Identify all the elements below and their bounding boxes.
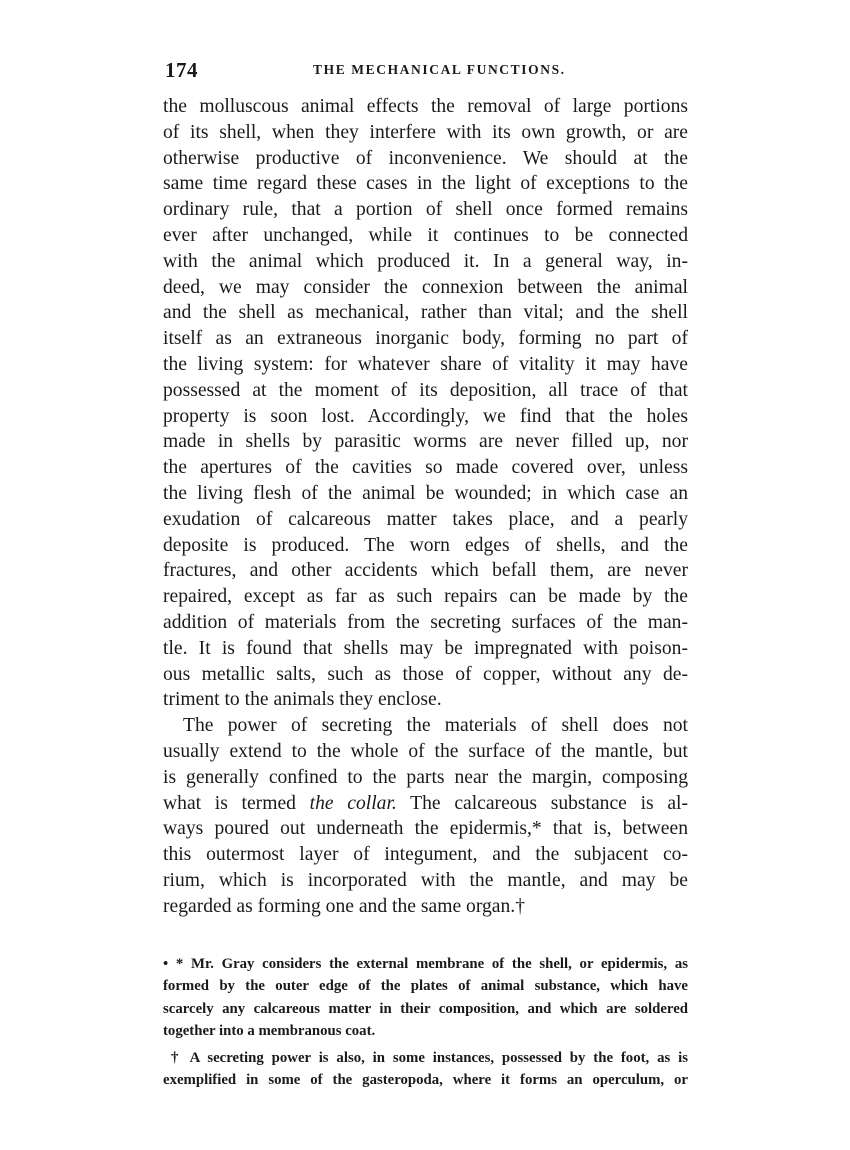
running-title: THE MECHANICAL FUNCTIONS.: [313, 62, 566, 77]
text-line: and the shell as mechanical, rather than vital; and the shell: [163, 302, 688, 324]
text-line: possessed at the moment of its deposition, all trace of that: [163, 379, 688, 401]
footnote-line: scarcely any calcareous matter in their composition, and which are soldered: [163, 1000, 688, 1017]
footnote-2: [163, 1047, 688, 1092]
text-line-with-italic: [163, 791, 688, 817]
footnote-line: together into a membranous coat.: [163, 1022, 376, 1039]
text-line: ever after unchanged, while it continues to be connected: [163, 224, 688, 246]
text-line: The power of secreting the materials of shell does not: [183, 715, 688, 737]
text-line: the living flesh of the animal be wounded; in which case an: [163, 482, 688, 504]
text-line: itself as an extraneous inorganic body, forming no part of: [163, 328, 688, 350]
text-line: addition of materials from the secreting surfaces of the man-: [163, 611, 688, 633]
text-line: deed, we may consider the connexion between the animal: [163, 276, 688, 298]
text-line: regarded as forming one and the same organ.†: [163, 895, 525, 917]
text-line: triment to the animals they enclose.: [163, 689, 442, 711]
body-text: [163, 94, 688, 920]
footnote-line: exemplified in some of the gasteropoda, where it forms an operculum, or: [163, 1072, 688, 1089]
text-fragment: what is termed: [163, 792, 296, 814]
footnote-line: formed by the outer edge of the plates of animal substance, which have: [163, 978, 688, 995]
text-line: same time regard these cases in the light of exceptions to the: [163, 173, 688, 195]
text-line: deposite is produced. The worn edges of shells, and the: [163, 534, 688, 556]
text-line: the apertures of the cavities so made covered over, unless: [163, 457, 688, 479]
text-line: is generally confined to the parts near the margin, composing: [163, 766, 688, 788]
text-line: tle. It is found that shells may be impregnated with poison-: [163, 637, 688, 659]
paragraph-1: [163, 94, 688, 713]
text-line: with the animal which produced it. In a general way, in-: [163, 250, 688, 272]
footnote-line: • * Mr. Gray considers the external membrane of the shell, or epidermis, as: [163, 956, 688, 972]
footnotes: [163, 953, 688, 1092]
running-head: [163, 58, 688, 88]
text-line: this outermost layer of integument, and the subjacent co-: [163, 844, 688, 866]
text-line: the molluscous animal effects the removal of large portions: [163, 96, 688, 117]
footnote-line: † A secreting power is also, in some instances, possessed by the foot, as is: [171, 1050, 688, 1067]
paragraph-2: [163, 713, 688, 919]
text-line: otherwise productive of inconvenience. We should at the: [163, 147, 688, 169]
text-line: exudation of calcareous matter takes place, and a pearly: [163, 508, 688, 530]
text-line: fractures, and other accidents which befall them, are never: [163, 560, 688, 582]
text-line: repaired, except as far as such repairs can be made by the: [163, 586, 688, 608]
text-line: of its shell, when they interfere with its own growth, or are: [163, 121, 688, 143]
page-number: 174: [165, 58, 198, 82]
text-line: ous metallic salts, such as those of copper, without any de-: [163, 663, 688, 685]
text-line: made in shells by parasitic worms are never filled up, nor: [163, 431, 688, 453]
text-line: ordinary rule, that a portion of shell once formed remains: [163, 199, 688, 221]
text-fragment: The calcareous substance is al-: [410, 792, 688, 814]
text-line: ways poured out underneath the epidermis,* that is, between: [163, 818, 688, 840]
text-line: property is soon lost. Accordingly, we find that the holes: [163, 405, 688, 427]
text-line: usually extend to the whole of the surface of the mantle, but: [163, 740, 688, 762]
text-line: the living system: for whatever share of vitality it may have: [163, 353, 688, 375]
footnote-1: [163, 953, 688, 1042]
text-line: rium, which is incorporated with the mantle, and may be: [163, 869, 688, 891]
italic-term: the collar.: [309, 792, 397, 814]
